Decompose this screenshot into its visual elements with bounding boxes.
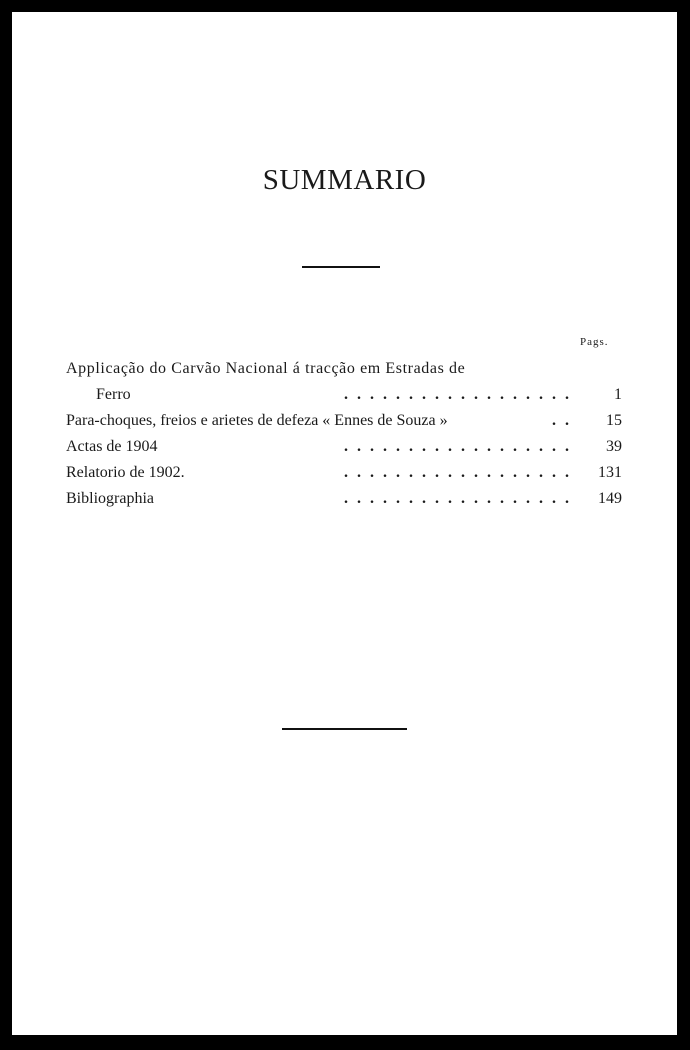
bottom-divider bbox=[282, 728, 407, 730]
toc-entry-5-title: Bibliographia bbox=[66, 490, 154, 507]
toc-entry-2 bbox=[66, 408, 622, 434]
document-page bbox=[12, 12, 677, 1035]
dot-leader: .................. bbox=[344, 386, 578, 403]
dot-leader: .................. bbox=[344, 464, 578, 481]
toc-entry-1-title: Applicação do Carvão Nacional á tracção em Estradas de bbox=[66, 360, 466, 377]
dot-leader: .................. bbox=[344, 438, 578, 455]
pages-column-label: Pags. bbox=[580, 336, 609, 348]
toc-entry-2-page: 15 bbox=[606, 412, 622, 429]
toc-entry-5 bbox=[66, 486, 622, 512]
dot-leader: .. bbox=[552, 412, 578, 429]
toc-entry-4-page: 131 bbox=[598, 464, 622, 481]
table-of-contents bbox=[66, 356, 622, 512]
toc-entry-1-line-1 bbox=[66, 356, 570, 382]
toc-entry-1-title-cont: Ferro bbox=[96, 386, 131, 403]
toc-entry-3-page: 39 bbox=[606, 438, 622, 455]
top-divider bbox=[302, 266, 380, 268]
toc-entry-2-title: Para-choques, freios e arietes de defeza « Ennes de Souza » bbox=[66, 412, 448, 429]
dot-leader: .................. bbox=[344, 490, 578, 507]
toc-entry-4-title: Relatorio de 1902. bbox=[66, 464, 185, 481]
toc-entry-1-line-2 bbox=[66, 382, 622, 408]
toc-entry-5-page: 149 bbox=[598, 490, 622, 507]
toc-entry-3-title: Actas de 1904 bbox=[66, 438, 158, 455]
toc-entry-4 bbox=[66, 460, 622, 486]
toc-entry-3 bbox=[66, 434, 622, 460]
toc-entry-1-page: 1 bbox=[614, 386, 622, 403]
page-title: SUMMARIO bbox=[262, 164, 427, 196]
